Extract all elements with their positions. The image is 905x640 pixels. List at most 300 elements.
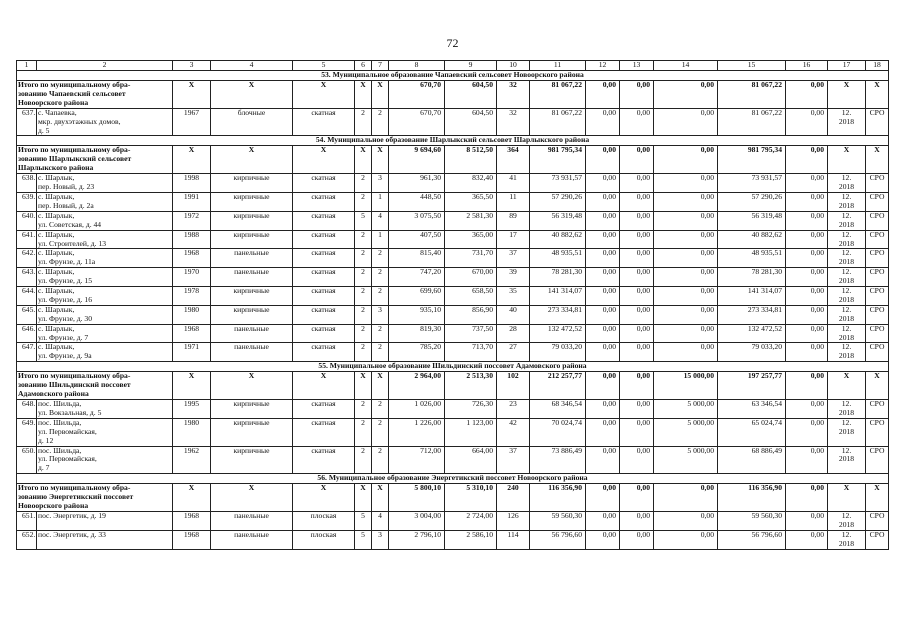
section-total-row [17, 81, 889, 109]
column-number-cell: 14 [654, 61, 718, 71]
method-cell: СРО [866, 324, 889, 343]
fund-cell-c12: 0,00 [586, 108, 620, 136]
fund-cell-c14: 0,00 [654, 108, 718, 136]
floors-cell: 2 [355, 343, 372, 362]
total-cell-c4: X [211, 372, 293, 400]
cost-total-cell: 40 882,62 [530, 230, 586, 249]
floors-cell: 5 [355, 211, 372, 230]
total-area-cell: 1 026,00 [389, 400, 445, 419]
method-cell: СРО [866, 249, 889, 268]
fund-cell-c14: 0,00 [654, 249, 718, 268]
entrances-cell: 2 [372, 446, 389, 474]
roof-type-cell: скатная [293, 211, 355, 230]
floors-cell: 2 [355, 268, 372, 287]
fund-cell-c12: 0,00 [586, 343, 620, 362]
total-cell-c17: X [828, 372, 866, 400]
total-area-cell: 699,60 [389, 287, 445, 306]
wall-material-cell: кирпичные [211, 230, 293, 249]
fund-cell-c15: 56 319,48 [718, 211, 786, 230]
fund-cell-c15: 73 931,57 [718, 174, 786, 193]
residents-cell: 23 [497, 400, 530, 419]
year-cell: 1972 [173, 211, 211, 230]
deadline-cell: 12. 2018 [828, 192, 866, 211]
table-body [17, 61, 889, 550]
total-cell-c14: 15 000,00 [654, 372, 718, 400]
row-number-cell: 643. [17, 268, 37, 287]
total-cell-c16: 0,00 [786, 372, 828, 400]
section-title-row [17, 136, 889, 146]
fund-cell-c16: 0,00 [786, 305, 828, 324]
fund-cell-c13: 0,00 [620, 268, 654, 287]
address-cell: пос. Шильда, ул. Вокзальная, д. 5 [37, 400, 173, 419]
deadline-cell: 12. 2018 [828, 400, 866, 419]
total-cell-c18: X [866, 372, 889, 400]
wall-material-cell: кирпичные [211, 305, 293, 324]
total-cell-c18: X [866, 146, 889, 174]
column-number-cell: 18 [866, 61, 889, 71]
method-cell: СРО [866, 343, 889, 362]
total-area-cell: 712,00 [389, 446, 445, 474]
total-cell-c12: 0,00 [586, 146, 620, 174]
wall-material-cell: панельные [211, 268, 293, 287]
total-cell-c16: 0,00 [786, 81, 828, 109]
cost-total-cell: 132 472,52 [530, 324, 586, 343]
fund-cell-c14: 0,00 [654, 287, 718, 306]
total-cell-c17: X [828, 146, 866, 174]
row-number-cell: 649. [17, 418, 37, 446]
total-cell-c5: X [293, 372, 355, 400]
total-area-cell: 815,40 [389, 249, 445, 268]
cost-total-cell: 79 033,20 [530, 343, 586, 362]
total-cell-c6: X [355, 372, 372, 400]
building-row [17, 305, 889, 324]
building-row [17, 211, 889, 230]
cost-total-cell: 68 346,54 [530, 400, 586, 419]
total-cell-c7: X [372, 484, 389, 512]
total-cell-c14: 0,00 [654, 484, 718, 512]
year-cell: 1967 [173, 108, 211, 136]
cost-total-cell: 59 560,30 [530, 511, 586, 530]
total-name-cell: Итого по муниципальному обра- зованию Энергетикский поссовет Новоорского района [17, 484, 173, 512]
fund-cell-c16: 0,00 [786, 511, 828, 530]
total-cell-c7: X [372, 81, 389, 109]
column-number-cell: 10 [497, 61, 530, 71]
total-cell-c18: X [866, 484, 889, 512]
fund-cell-c16: 0,00 [786, 230, 828, 249]
fund-cell-c15: 65 024,74 [718, 418, 786, 446]
method-cell: СРО [866, 287, 889, 306]
cost-total-cell: 78 281,30 [530, 268, 586, 287]
year-cell: 1980 [173, 305, 211, 324]
total-cell-c15: 197 257,77 [718, 372, 786, 400]
year-cell: 1962 [173, 446, 211, 474]
row-number-cell: 652. [17, 530, 37, 549]
year-cell: 1980 [173, 418, 211, 446]
fund-cell-c16: 0,00 [786, 446, 828, 474]
column-number-cell: 15 [718, 61, 786, 71]
cost-total-cell: 70 024,74 [530, 418, 586, 446]
fund-cell-c12: 0,00 [586, 211, 620, 230]
address-cell: с. Шарлык, ул. Фрунзе, д. 7 [37, 324, 173, 343]
fund-cell-c16: 0,00 [786, 249, 828, 268]
residents-cell: 40 [497, 305, 530, 324]
address-cell: с. Шарлык, ул. Фрунзе, д. 16 [37, 287, 173, 306]
total-cell-c5: X [293, 146, 355, 174]
total-cell-c6: X [355, 81, 372, 109]
fund-cell-c13: 0,00 [620, 249, 654, 268]
column-number-row [17, 61, 889, 71]
section-title: 56. Муниципальное образование Энергетикский поссовет Новоорского района [17, 474, 889, 484]
total-cell-c17: X [828, 484, 866, 512]
entrances-cell: 2 [372, 343, 389, 362]
entrances-cell: 2 [372, 400, 389, 419]
fund-cell-c13: 0,00 [620, 418, 654, 446]
residents-cell: 17 [497, 230, 530, 249]
floors-cell: 5 [355, 511, 372, 530]
method-cell: СРО [866, 511, 889, 530]
residents-cell: 114 [497, 530, 530, 549]
method-cell: СРО [866, 230, 889, 249]
cost-total-cell: 73 931,57 [530, 174, 586, 193]
fund-cell-c12: 0,00 [586, 400, 620, 419]
deadline-cell: 12. 2018 [828, 249, 866, 268]
fund-cell-c12: 0,00 [586, 230, 620, 249]
year-cell: 1968 [173, 530, 211, 549]
deadline-cell: 12. 2018 [828, 174, 866, 193]
method-cell: СРО [866, 108, 889, 136]
residents-cell: 32 [497, 108, 530, 136]
living-area-cell: 737,50 [445, 324, 497, 343]
roof-type-cell: скатная [293, 305, 355, 324]
building-row [17, 268, 889, 287]
roof-type-cell: плоская [293, 511, 355, 530]
fund-cell-c14: 0,00 [654, 268, 718, 287]
wall-material-cell: кирпичные [211, 418, 293, 446]
fund-cell-c15: 141 314,07 [718, 287, 786, 306]
total-area-cell: 448,50 [389, 192, 445, 211]
entrances-cell: 2 [372, 268, 389, 287]
row-number-cell: 647. [17, 343, 37, 362]
total-cell-c14: 0,00 [654, 146, 718, 174]
fund-cell-c16: 0,00 [786, 324, 828, 343]
residents-cell: 35 [497, 287, 530, 306]
fund-cell-c14: 0,00 [654, 530, 718, 549]
roof-type-cell: скатная [293, 192, 355, 211]
total-cell-c8: 2 964,00 [389, 372, 445, 400]
year-cell: 1998 [173, 174, 211, 193]
building-row [17, 174, 889, 193]
total-cell-c4: X [211, 484, 293, 512]
fund-cell-c15: 57 290,26 [718, 192, 786, 211]
cost-total-cell: 56 796,60 [530, 530, 586, 549]
floors-cell: 2 [355, 108, 372, 136]
roof-type-cell: скатная [293, 418, 355, 446]
wall-material-cell: панельные [211, 249, 293, 268]
row-number-cell: 648. [17, 400, 37, 419]
total-area-cell: 785,20 [389, 343, 445, 362]
living-area-cell: 731,70 [445, 249, 497, 268]
total-cell-c9: 604,50 [445, 81, 497, 109]
building-row [17, 249, 889, 268]
address-cell: пос. Энергетик, д. 19 [37, 511, 173, 530]
total-cell-c15: 81 067,22 [718, 81, 786, 109]
living-area-cell: 2 581,30 [445, 211, 497, 230]
column-number-cell: 5 [293, 61, 355, 71]
total-cell-c3: X [173, 484, 211, 512]
wall-material-cell: кирпичные [211, 211, 293, 230]
building-row [17, 230, 889, 249]
fund-cell-c12: 0,00 [586, 418, 620, 446]
living-area-cell: 604,50 [445, 108, 497, 136]
address-cell: с. Шарлык, ул. Фрунзе, д. 15 [37, 268, 173, 287]
living-area-cell: 2 586,10 [445, 530, 497, 549]
floors-cell: 5 [355, 530, 372, 549]
entrances-cell: 2 [372, 108, 389, 136]
section-title-row [17, 71, 889, 81]
wall-material-cell: кирпичные [211, 174, 293, 193]
total-cell-c16: 0,00 [786, 484, 828, 512]
method-cell: СРО [866, 400, 889, 419]
year-cell: 1971 [173, 343, 211, 362]
fund-cell-c15: 63 346,54 [718, 400, 786, 419]
fund-cell-c12: 0,00 [586, 249, 620, 268]
fund-cell-c13: 0,00 [620, 324, 654, 343]
fund-cell-c14: 5 000,00 [654, 418, 718, 446]
address-cell: пос. Шильда, ул. Первомайская, д. 12 [37, 418, 173, 446]
residents-cell: 27 [497, 343, 530, 362]
section-title-row [17, 474, 889, 484]
floors-cell: 2 [355, 400, 372, 419]
residents-cell: 37 [497, 249, 530, 268]
deadline-cell: 12. 2018 [828, 343, 866, 362]
total-cell-c16: 0,00 [786, 146, 828, 174]
floors-cell: 2 [355, 249, 372, 268]
wall-material-cell: панельные [211, 343, 293, 362]
cost-total-cell: 73 886,49 [530, 446, 586, 474]
total-cell-c10: 102 [497, 372, 530, 400]
living-area-cell: 658,50 [445, 287, 497, 306]
total-cell-c17: X [828, 81, 866, 109]
year-cell: 1988 [173, 230, 211, 249]
roof-type-cell: скатная [293, 287, 355, 306]
cost-total-cell: 56 319,48 [530, 211, 586, 230]
total-cell-c11: 81 067,22 [530, 81, 586, 109]
total-cell-c5: X [293, 484, 355, 512]
deadline-cell: 12. 2018 [828, 305, 866, 324]
total-cell-c10: 364 [497, 146, 530, 174]
entrances-cell: 2 [372, 324, 389, 343]
building-row [17, 108, 889, 136]
housing-repair-table [16, 60, 889, 550]
fund-cell-c15: 48 935,51 [718, 249, 786, 268]
living-area-cell: 365,00 [445, 230, 497, 249]
row-number-cell: 642. [17, 249, 37, 268]
row-number-cell: 651. [17, 511, 37, 530]
fund-cell-c13: 0,00 [620, 530, 654, 549]
residents-cell: 37 [497, 446, 530, 474]
living-area-cell: 726,30 [445, 400, 497, 419]
total-cell-c11: 116 356,90 [530, 484, 586, 512]
total-cell-c15: 981 795,34 [718, 146, 786, 174]
method-cell: СРО [866, 268, 889, 287]
address-cell: пос. Энергетик, д. 33 [37, 530, 173, 549]
entrances-cell: 4 [372, 511, 389, 530]
column-number-cell: 2 [37, 61, 173, 71]
entrances-cell: 3 [372, 305, 389, 324]
total-cell-c13: 0,00 [620, 372, 654, 400]
method-cell: СРО [866, 530, 889, 549]
residents-cell: 28 [497, 324, 530, 343]
total-cell-c13: 0,00 [620, 146, 654, 174]
living-area-cell: 664,00 [445, 446, 497, 474]
total-cell-c15: 116 356,90 [718, 484, 786, 512]
wall-material-cell: кирпичные [211, 400, 293, 419]
total-cell-c9: 8 512,50 [445, 146, 497, 174]
total-cell-c14: 0,00 [654, 81, 718, 109]
total-cell-c13: 0,00 [620, 81, 654, 109]
entrances-cell: 4 [372, 211, 389, 230]
year-cell: 1970 [173, 268, 211, 287]
total-area-cell: 747,20 [389, 268, 445, 287]
entrances-cell: 1 [372, 192, 389, 211]
deadline-cell: 12. 2018 [828, 108, 866, 136]
entrances-cell: 2 [372, 287, 389, 306]
fund-cell-c13: 0,00 [620, 287, 654, 306]
floors-cell: 2 [355, 287, 372, 306]
building-row [17, 287, 889, 306]
fund-cell-c12: 0,00 [586, 305, 620, 324]
row-number-cell: 645. [17, 305, 37, 324]
wall-material-cell: панельные [211, 511, 293, 530]
fund-cell-c14: 0,00 [654, 230, 718, 249]
total-cell-c3: X [173, 146, 211, 174]
fund-cell-c13: 0,00 [620, 446, 654, 474]
residents-cell: 89 [497, 211, 530, 230]
fund-cell-c16: 0,00 [786, 108, 828, 136]
fund-cell-c15: 79 033,20 [718, 343, 786, 362]
entrances-cell: 1 [372, 230, 389, 249]
row-number-cell: 644. [17, 287, 37, 306]
total-name-cell: Итого по муниципальному обра- зованию Шильдинский поссовет Адамовского района [17, 372, 173, 400]
address-cell: с. Шарлык, пер. Новый, д. 2а [37, 192, 173, 211]
total-cell-c11: 212 257,77 [530, 372, 586, 400]
fund-cell-c12: 0,00 [586, 268, 620, 287]
deadline-cell: 12. 2018 [828, 230, 866, 249]
year-cell: 1995 [173, 400, 211, 419]
address-cell: с. Шарлык, ул. Фрунзе, д. 9а [37, 343, 173, 362]
total-cell-c13: 0,00 [620, 484, 654, 512]
row-number-cell: 639. [17, 192, 37, 211]
section-title: 55. Муниципальное образование Шильдинский поссовет Адамовского района [17, 362, 889, 372]
living-area-cell: 670,00 [445, 268, 497, 287]
deadline-cell: 12. 2018 [828, 418, 866, 446]
total-cell-c8: 5 800,10 [389, 484, 445, 512]
building-row [17, 511, 889, 530]
method-cell: СРО [866, 305, 889, 324]
cost-total-cell: 48 935,51 [530, 249, 586, 268]
deadline-cell: 12. 2018 [828, 287, 866, 306]
fund-cell-c15: 81 067,22 [718, 108, 786, 136]
total-cell-c11: 981 795,34 [530, 146, 586, 174]
wall-material-cell: панельные [211, 324, 293, 343]
page-number: 72 [446, 36, 459, 50]
fund-cell-c12: 0,00 [586, 287, 620, 306]
fund-cell-c13: 0,00 [620, 230, 654, 249]
row-number-cell: 646. [17, 324, 37, 343]
section-title-row [17, 362, 889, 372]
row-number-cell: 637. [17, 108, 37, 136]
total-area-cell: 961,30 [389, 174, 445, 193]
wall-material-cell: кирпичные [211, 192, 293, 211]
method-cell: СРО [866, 192, 889, 211]
entrances-cell: 3 [372, 174, 389, 193]
fund-cell-c14: 0,00 [654, 211, 718, 230]
building-row [17, 343, 889, 362]
fund-cell-c12: 0,00 [586, 511, 620, 530]
section-total-row [17, 372, 889, 400]
roof-type-cell: скатная [293, 108, 355, 136]
roof-type-cell: скатная [293, 268, 355, 287]
section-title: 53. Муниципальное образование Чапаевский сельсовет Новоорского района [17, 71, 889, 81]
building-row [17, 324, 889, 343]
row-number-cell: 650. [17, 446, 37, 474]
address-cell: с. Шарлык, пер. Новый, д. 23 [37, 174, 173, 193]
floors-cell: 2 [355, 305, 372, 324]
column-number-cell: 9 [445, 61, 497, 71]
total-cell-c5: X [293, 81, 355, 109]
entrances-cell: 2 [372, 418, 389, 446]
total-cell-c9: 5 310,10 [445, 484, 497, 512]
total-area-cell: 935,10 [389, 305, 445, 324]
fund-cell-c14: 5 000,00 [654, 446, 718, 474]
total-area-cell: 3 075,50 [389, 211, 445, 230]
fund-cell-c14: 0,00 [654, 343, 718, 362]
address-cell: с. Шарлык, ул. Фрунзе, д. 11а [37, 249, 173, 268]
roof-type-cell: скатная [293, 343, 355, 362]
wall-material-cell: панельные [211, 530, 293, 549]
total-cell-c7: X [372, 372, 389, 400]
fund-cell-c15: 273 334,81 [718, 305, 786, 324]
total-area-cell: 3 004,00 [389, 511, 445, 530]
building-row [17, 418, 889, 446]
floors-cell: 2 [355, 446, 372, 474]
fund-cell-c15: 40 882,62 [718, 230, 786, 249]
column-number-cell: 11 [530, 61, 586, 71]
roof-type-cell: плоская [293, 530, 355, 549]
roof-type-cell: скатная [293, 249, 355, 268]
fund-cell-c16: 0,00 [786, 287, 828, 306]
year-cell: 1968 [173, 511, 211, 530]
fund-cell-c13: 0,00 [620, 211, 654, 230]
fund-cell-c15: 78 281,30 [718, 268, 786, 287]
column-number-cell: 6 [355, 61, 372, 71]
roof-type-cell: скатная [293, 400, 355, 419]
method-cell: СРО [866, 446, 889, 474]
deadline-cell: 12. 2018 [828, 530, 866, 549]
fund-cell-c15: 56 796,60 [718, 530, 786, 549]
fund-cell-c13: 0,00 [620, 108, 654, 136]
total-cell-c12: 0,00 [586, 81, 620, 109]
total-area-cell: 407,50 [389, 230, 445, 249]
fund-cell-c14: 0,00 [654, 511, 718, 530]
year-cell: 1978 [173, 287, 211, 306]
cost-total-cell: 141 314,07 [530, 287, 586, 306]
total-cell-c3: X [173, 372, 211, 400]
entrances-cell: 2 [372, 249, 389, 268]
deadline-cell: 12. 2018 [828, 211, 866, 230]
fund-cell-c14: 0,00 [654, 192, 718, 211]
total-cell-c6: X [355, 484, 372, 512]
